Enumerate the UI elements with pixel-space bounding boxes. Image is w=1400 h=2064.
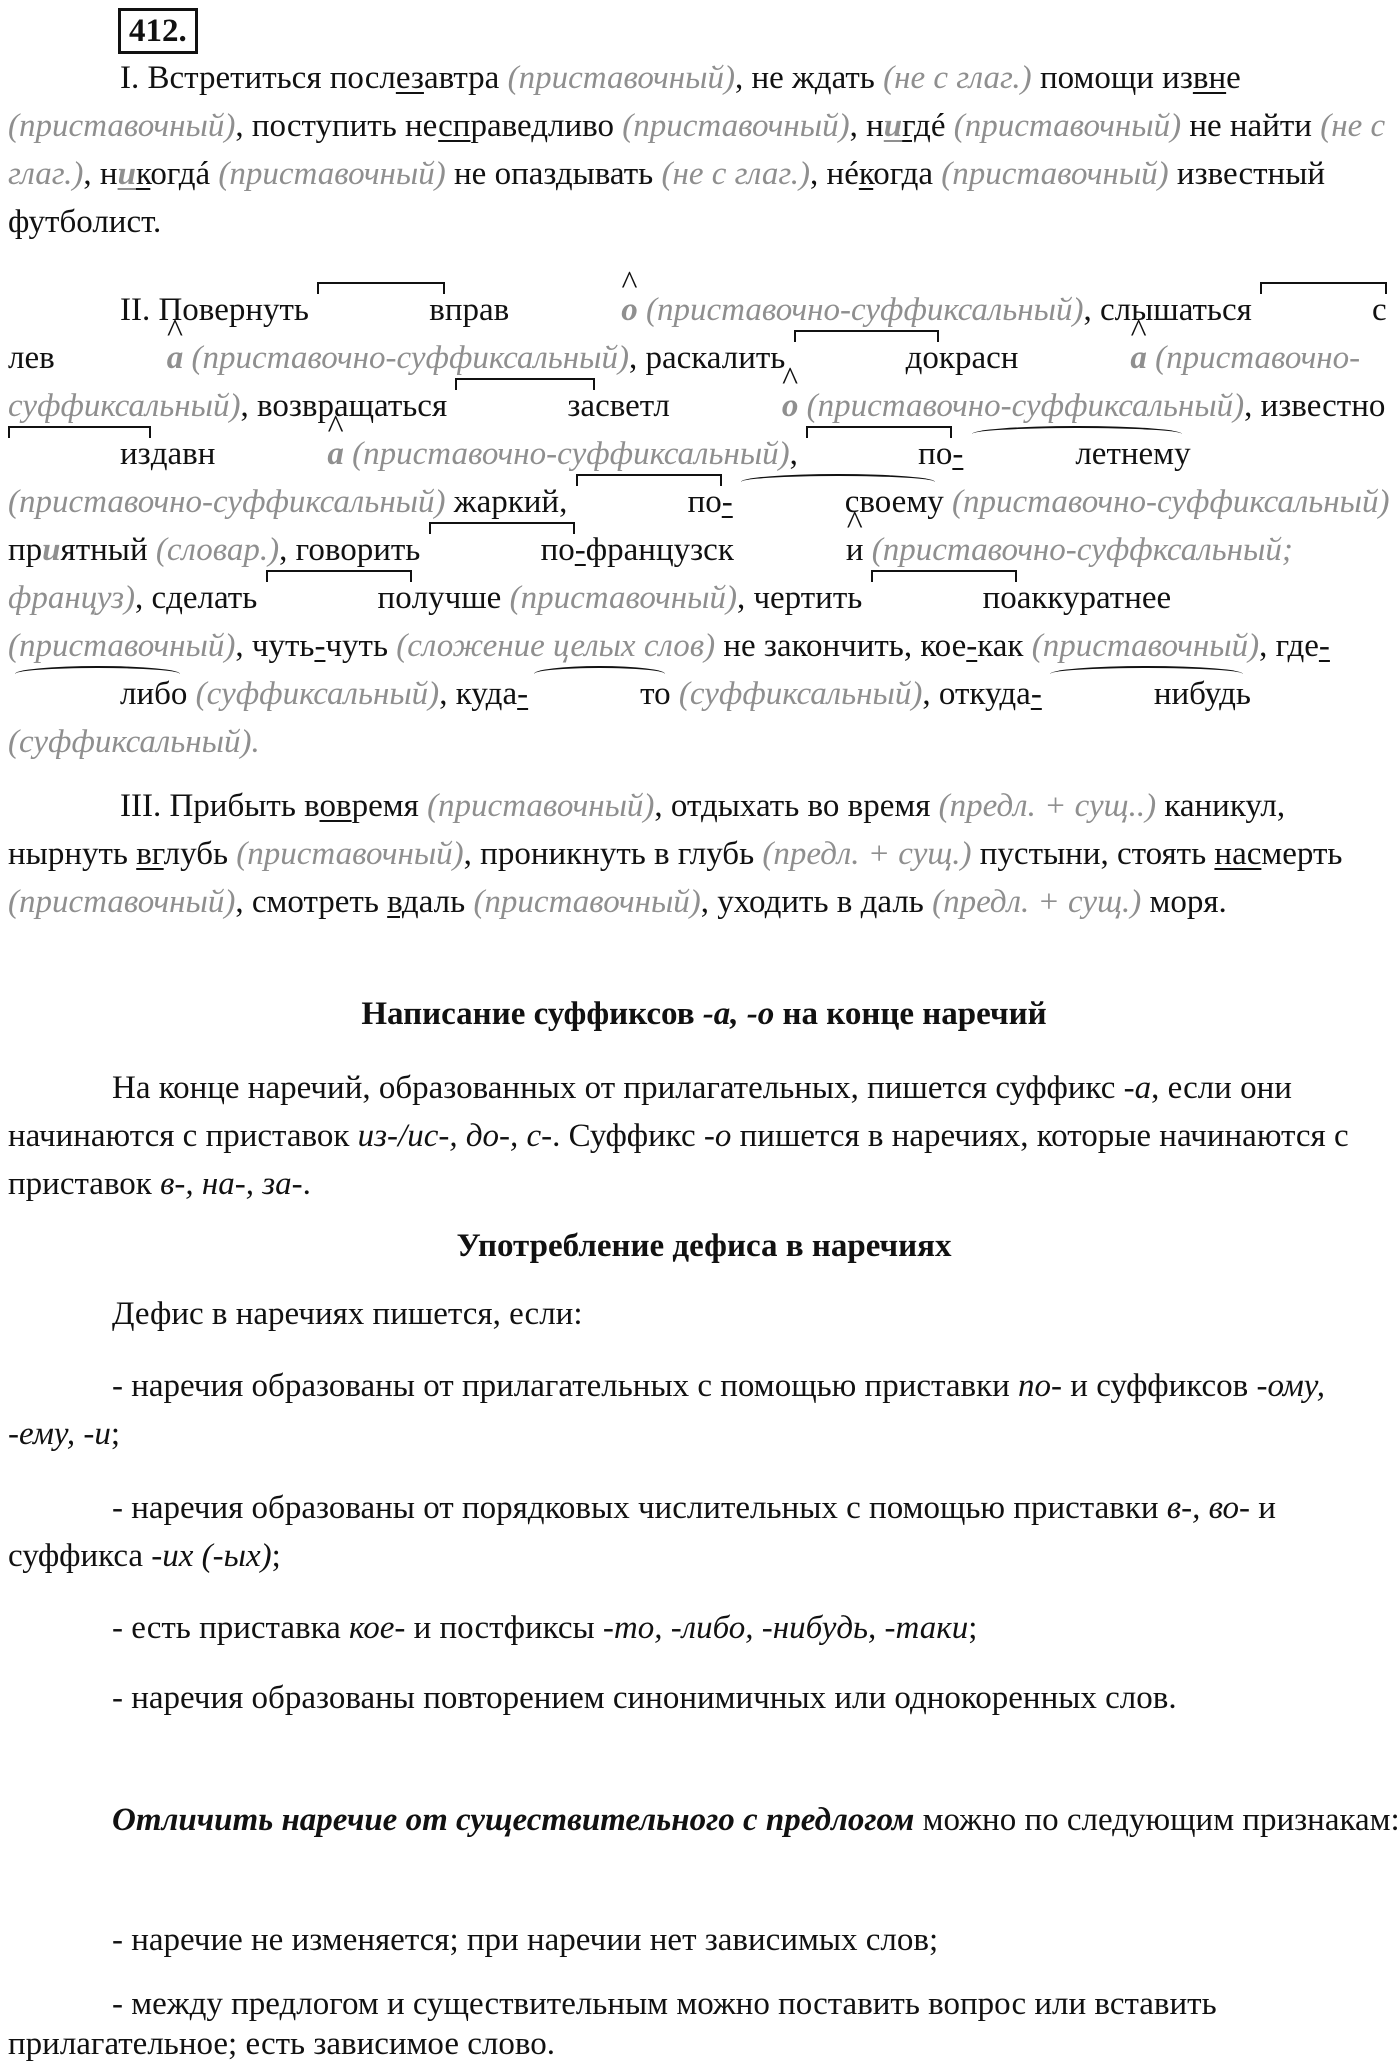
text: аккуратнее bbox=[1016, 580, 1172, 616]
prefix-mark: за bbox=[455, 382, 595, 430]
text: ; bbox=[271, 1538, 281, 1574]
textbook-page bbox=[8, 0, 1400, 2062]
underlined-morpheme: нас bbox=[1214, 836, 1262, 872]
suffix-letter: ^ о bbox=[509, 286, 638, 334]
text: . bbox=[302, 1166, 311, 1202]
annotation: (приставочный) bbox=[236, 836, 464, 872]
text: ремя bbox=[351, 788, 419, 824]
text: , раскалить bbox=[628, 340, 794, 376]
annotation: (приставочный) bbox=[473, 884, 701, 920]
text: и суффикса bbox=[8, 1490, 1276, 1574]
rule-distinguish-sign-1: - наречие не изменяется; при наречии нет зависимых слов; bbox=[112, 1922, 939, 1958]
underlined-morpheme: вд bbox=[387, 884, 419, 920]
annotation: (сложение целых слов) bbox=[396, 628, 716, 664]
text: II. Повернуть bbox=[120, 292, 318, 328]
hyphen: - bbox=[721, 484, 733, 520]
heading-text: -а, -о bbox=[702, 996, 775, 1032]
annotation: (приставочный) bbox=[941, 156, 1169, 192]
suffix-letter: ^ а bbox=[55, 334, 184, 382]
text: не закончить, кое bbox=[715, 628, 967, 664]
text: ; bbox=[110, 1416, 121, 1452]
suffix-letter: ^ о bbox=[670, 382, 799, 430]
italic-term: -их (-ых) bbox=[151, 1538, 272, 1574]
italic-term: в-, на-, за- bbox=[160, 1166, 303, 1202]
text: ятный bbox=[60, 532, 148, 568]
prefix-mark: с bbox=[1260, 286, 1387, 334]
text: - есть приставка bbox=[112, 1610, 350, 1646]
annotation: (приставочно-суффиксальный) bbox=[8, 340, 1361, 424]
text: аль bbox=[418, 884, 466, 920]
text: красн bbox=[938, 340, 1019, 376]
annotation: (приставочно-суффиксальный) bbox=[352, 436, 790, 472]
text: ; bbox=[968, 1610, 978, 1646]
text: , говорить bbox=[279, 532, 429, 568]
prefix-mark: из bbox=[8, 430, 151, 478]
underlined-morpheme: гд bbox=[902, 108, 931, 144]
annotation: (приставочный) bbox=[953, 108, 1182, 144]
text: пр bbox=[8, 532, 43, 568]
annotation: (не с глаг.) bbox=[8, 108, 1386, 192]
text: каникул, нырнуть bbox=[8, 788, 1286, 872]
prefix-mark: по bbox=[871, 574, 1017, 622]
highlighted-letter: и bbox=[42, 532, 61, 568]
section-3-paragraph bbox=[8, 782, 1400, 926]
text: помощи из bbox=[1039, 60, 1193, 96]
italic-term: -а bbox=[1123, 1070, 1152, 1106]
text: можно по следующим признакам: bbox=[914, 1802, 1400, 1838]
text: , bbox=[789, 436, 807, 472]
text: прав bbox=[444, 292, 510, 328]
annotation: (приставочный) bbox=[8, 884, 236, 920]
annotation: (приставочно-суффиксальный) bbox=[645, 292, 1084, 328]
exercise-number: 412. bbox=[118, 8, 198, 54]
annotation: (приставочный) bbox=[8, 108, 236, 144]
rule-hyphen-condition-4: - наречия образованы повторением синонимичных или однокоренных слов. bbox=[112, 1680, 1177, 1716]
annotation: (суффиксальный) bbox=[195, 676, 440, 712]
text: давн bbox=[150, 436, 216, 472]
text: жаркий, bbox=[445, 484, 576, 520]
hyphen: - bbox=[517, 676, 529, 712]
text: моря. bbox=[1141, 884, 1227, 920]
hyphen: - bbox=[1030, 676, 1042, 712]
prefix-mark: по bbox=[266, 574, 412, 622]
annotation: (словар.) bbox=[155, 532, 280, 568]
text: , не ждать bbox=[734, 60, 875, 96]
text: огда bbox=[873, 156, 934, 192]
prefix-mark: по bbox=[576, 478, 722, 526]
italic-term: по- bbox=[1018, 1368, 1063, 1404]
text: , известно bbox=[1244, 388, 1386, 424]
text: лучше bbox=[411, 580, 502, 616]
underlined-morpheme: вн bbox=[1192, 60, 1227, 96]
suffix-arc: своему bbox=[733, 478, 944, 526]
text: е bbox=[1226, 60, 1241, 96]
text: , слышаться bbox=[1083, 292, 1261, 328]
hyphen: - bbox=[966, 628, 978, 664]
text: не найти bbox=[1181, 108, 1312, 144]
text: - наречия образованы от порядковых числительных с помощью приставки bbox=[112, 1490, 1167, 1526]
annotation: (приставочно-суффиксальный) bbox=[806, 388, 1245, 424]
text: пишется в наречиях, которые начинаются с приставок bbox=[8, 1118, 1349, 1202]
annotation: (не с глаг.) bbox=[883, 60, 1032, 96]
text: пустыни, стоять bbox=[971, 836, 1215, 872]
text: é bbox=[930, 108, 946, 144]
text: мерть bbox=[1261, 836, 1343, 872]
text: известный футболист. bbox=[8, 156, 1326, 240]
section-2-paragraph bbox=[8, 286, 1400, 766]
text: , уходить в даль bbox=[700, 884, 924, 920]
annotation: (не с глаг.) bbox=[661, 156, 811, 192]
rule-hyphen-condition-1 bbox=[8, 1362, 1400, 1458]
annotation: (приставочный) bbox=[507, 60, 735, 96]
text: , куда bbox=[439, 676, 518, 712]
bold-italic-term: Отличить наречие от существительного с предлогом bbox=[112, 1802, 915, 1838]
text: как bbox=[977, 628, 1024, 664]
text: I. Встретиться посл bbox=[120, 60, 396, 96]
rule-suffixes-paragraph bbox=[8, 1064, 1400, 1208]
suffix-letter: ^ а bbox=[1018, 334, 1147, 382]
text: автра bbox=[423, 60, 500, 96]
text: III. Прибыть в bbox=[120, 788, 320, 824]
suffix-arc: летнему bbox=[963, 430, 1190, 478]
suffix-letter: ^ а bbox=[215, 430, 344, 478]
text: , нé bbox=[810, 156, 859, 192]
italic-term: -то, -либо, -нибудь, -таки bbox=[602, 1610, 969, 1646]
underlined-morpheme: сп bbox=[438, 108, 471, 144]
annotation: (приставочно-суффиксальный) bbox=[191, 340, 629, 376]
underlined-morpheme: ез bbox=[395, 60, 424, 96]
heading-text: Написание суффиксов bbox=[361, 996, 703, 1032]
postfix-arc: то bbox=[528, 670, 671, 718]
prefix-mark: в bbox=[317, 286, 445, 334]
text: На конце наречий, образованных от прилагательных, пишется суффикс bbox=[112, 1070, 1124, 1106]
italic-term: кое- bbox=[349, 1610, 406, 1646]
underlined-morpheme: к bbox=[858, 156, 874, 192]
rule-distinguish-paragraph bbox=[8, 1796, 1400, 1844]
text: , поступить не bbox=[235, 108, 439, 144]
text: , откуда bbox=[922, 676, 1031, 712]
text: , смотреть bbox=[235, 884, 388, 920]
heading-hyphen: Употребление дефиса в наречиях bbox=[456, 1228, 952, 1264]
annotation: (приставочный) bbox=[218, 156, 446, 192]
rule-hyphen-intro: Дефис в наречиях пишется, если: bbox=[112, 1296, 583, 1332]
text: раведливо bbox=[470, 108, 614, 144]
annotation: (предл. + сущ..) bbox=[938, 788, 1157, 824]
section-1-paragraph bbox=[8, 54, 1400, 246]
highlighted-letter: и bbox=[117, 156, 136, 192]
annotation: (приставочно-суффиксальный) bbox=[951, 484, 1390, 520]
annotation: (приставочный) bbox=[427, 788, 655, 824]
heading-text: на конце наречий bbox=[774, 996, 1047, 1032]
italic-term: из-/ис-, до-, с- bbox=[357, 1118, 553, 1154]
text: и суффиксов bbox=[1062, 1368, 1257, 1404]
hyphen: - bbox=[952, 436, 964, 472]
italic-term: в-, во- bbox=[1166, 1490, 1250, 1526]
annotation: (суффиксальный). bbox=[8, 724, 260, 760]
suffix-letter: ^ и bbox=[734, 526, 864, 574]
annotation: (приставочно-суффксальный; француз) bbox=[8, 532, 1293, 616]
text: , проникнуть в глубь bbox=[463, 836, 755, 872]
annotation: (приставочный) bbox=[509, 580, 737, 616]
text: н bbox=[866, 108, 884, 144]
hyphen: - bbox=[574, 532, 586, 568]
underlined-morpheme: к bbox=[135, 156, 151, 192]
prefix-mark: по bbox=[806, 430, 952, 478]
text: , н bbox=[83, 156, 118, 192]
text: , где bbox=[1259, 628, 1319, 664]
hyphen: - bbox=[314, 628, 326, 664]
text: чуть bbox=[325, 628, 389, 664]
hyphen: - bbox=[1318, 628, 1330, 664]
text: , чуть bbox=[235, 628, 315, 664]
text: огдá bbox=[150, 156, 211, 192]
text: - наречия образованы от прилагательных с помощью приставки bbox=[112, 1368, 1019, 1404]
postfix-arc: нибудь bbox=[1042, 670, 1251, 718]
text: , отдыхать во время bbox=[654, 788, 931, 824]
italic-term: -о bbox=[703, 1118, 732, 1154]
rule-hyphen-condition-3 bbox=[8, 1604, 1400, 1652]
text: , чертить bbox=[736, 580, 871, 616]
text: , сделать bbox=[134, 580, 266, 616]
text: лубь bbox=[163, 836, 229, 872]
annotation: (приставочно-суффиксальный) bbox=[8, 484, 446, 520]
text: светл bbox=[595, 388, 670, 424]
annotation: (предл. + сущ.) bbox=[932, 884, 1142, 920]
rule-hyphen-condition-2 bbox=[8, 1484, 1400, 1580]
postfix-arc: либо bbox=[8, 670, 187, 718]
annotation: (суффиксальный) bbox=[678, 676, 923, 712]
highlighted-letter: и bbox=[883, 108, 903, 144]
text: , если они начинаются с приставок bbox=[8, 1070, 1292, 1154]
text: , возвращаться bbox=[240, 388, 456, 424]
prefix-mark: по bbox=[429, 526, 575, 574]
text: и постфиксы bbox=[405, 1610, 603, 1646]
annotation: (предл. + сущ.) bbox=[762, 836, 972, 872]
italic-term: -ому, -ему, -и bbox=[8, 1368, 1326, 1452]
annotation: (приставочный) bbox=[622, 108, 850, 144]
underlined-morpheme: вг bbox=[136, 836, 164, 872]
annotation: (приставочный) bbox=[8, 628, 236, 664]
text: . Суффикс bbox=[552, 1118, 704, 1154]
text: не опаздывать bbox=[445, 156, 654, 192]
annotation: (приставочный) bbox=[1031, 628, 1260, 664]
underlined-morpheme: ов bbox=[319, 788, 352, 824]
text: французск bbox=[585, 532, 734, 568]
text: лев bbox=[8, 340, 55, 376]
heading-suffixes bbox=[8, 990, 1400, 1038]
rule-distinguish-sign-2: - между предлогом и существительным можно поставить вопрос или вставить прилагательное; есть зависимое слово. bbox=[8, 1986, 1217, 2062]
prefix-mark: до bbox=[794, 334, 939, 382]
text: , bbox=[849, 108, 858, 144]
